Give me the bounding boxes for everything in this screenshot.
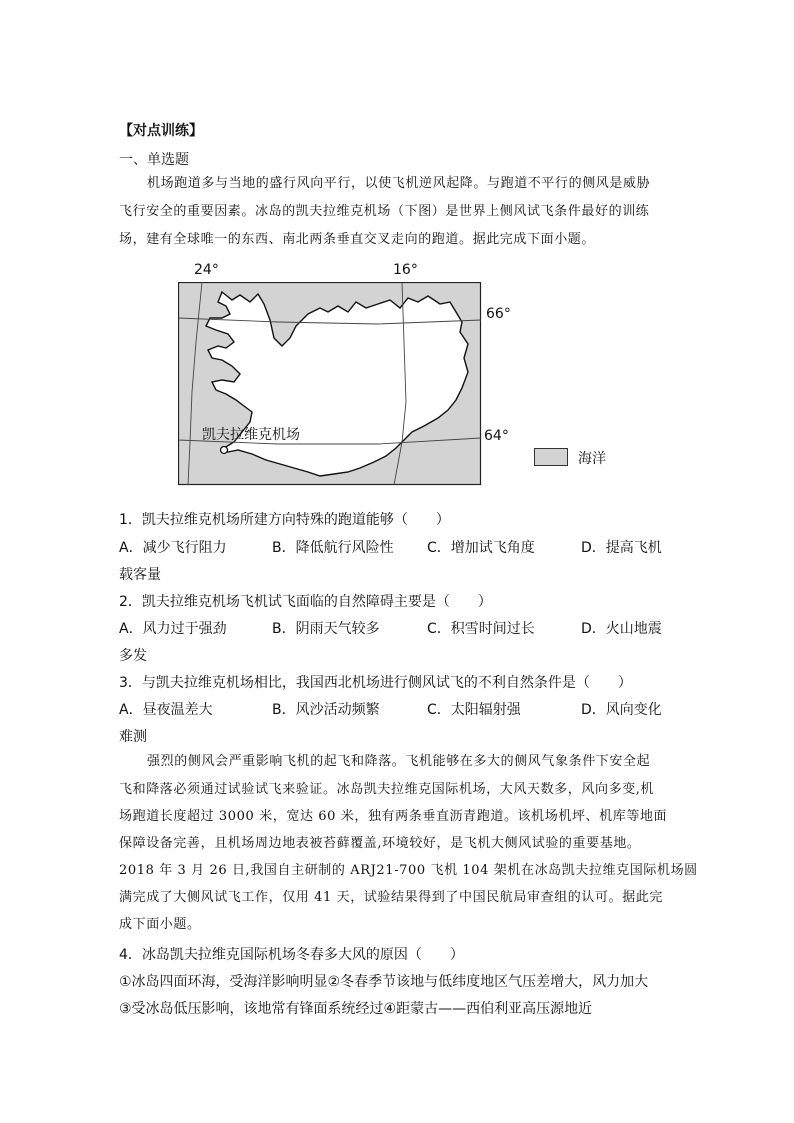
- option-c[interactable]: C．积雪时间过长: [427, 621, 535, 637]
- passage1-line-1: 机场跑道多与当地的盛行风向平行，以使飞机逆风起降。与跑道不平行的侧风是威胁: [147, 176, 651, 191]
- passage1-line-3: 场，建有全球唯一的东西、南北两条垂直交叉走向的跑道。据此完成下面小题。: [119, 232, 596, 247]
- section-subtitle: 一、单选题: [119, 152, 189, 168]
- legend-sea-label: 海洋: [578, 451, 606, 467]
- option-c[interactable]: C．增加试飞角度: [427, 540, 535, 556]
- latitude-label-bottom: 64°: [484, 428, 509, 444]
- option-a[interactable]: A．减少飞行阻力: [119, 540, 227, 556]
- option-d[interactable]: D．风向变化: [581, 702, 662, 718]
- airport-label: 凯夫拉维克机场: [202, 427, 300, 443]
- option-d-continued: 载客量: [119, 567, 161, 583]
- question-stem: 2．凯夫拉维克机场飞机试飞面临的自然障碍主要是（ ）: [119, 594, 492, 610]
- option-a[interactable]: A．风力过于强劲: [119, 621, 227, 637]
- passage2-line-6: 满完成了大侧风试飞工作，仅用 41 天，试验结果得到了中国民航局审查组的认可。据此完: [119, 890, 664, 905]
- passage2-line-7: 成下面小题。: [119, 917, 201, 932]
- option-d[interactable]: D．火山地震: [581, 621, 662, 637]
- question-stem: 1．凯夫拉维克机场所建方向特殊的跑道能够（ ）: [119, 512, 450, 528]
- passage2-line-4: 保障设备完善，且机场周边地表被苔藓覆盖,环境较好，是飞机大侧风试验的重要基地。: [119, 836, 641, 851]
- option-c[interactable]: C．太阳辐射强: [427, 702, 521, 718]
- statement-line-2: ③受冰岛低压影响，该地常有锋面系统经过④距蒙古——西伯利亚高压源地近: [119, 1001, 593, 1017]
- passage1-line-2: 飞行安全的重要因素。冰岛的凯夫拉维克机场（下图）是世界上侧风试飞条件最好的训练: [119, 204, 650, 219]
- question-stem: 4．冰岛凯夫拉维克国际机场冬春多大风的原因（ ）: [119, 947, 464, 963]
- latitude-label-top: 66°: [486, 306, 511, 322]
- option-d-continued: 难测: [119, 729, 147, 745]
- passage2-line-2: 飞和降落必须通过试验试飞来验证。冰岛凯夫拉维克国际机场，大风天数多，风向多变,机: [119, 782, 655, 797]
- legend-sea-swatch: [534, 448, 568, 466]
- airport-marker: [221, 447, 228, 454]
- option-b[interactable]: B．降低航行风险性: [272, 540, 394, 556]
- passage2-line-5: 2018 年 3 月 26 日,我国自主研制的 ARJ21-700 飞机 104 架机在冰岛凯夫拉维克国际机场圆: [119, 863, 698, 878]
- section-title: 【对点训练】: [119, 123, 203, 139]
- statement-line-1: ①冰岛四面环海，受海洋影响明显②冬春季节该地与低纬度地区气压差增大，风力加大: [119, 974, 649, 990]
- option-d-continued: 多发: [119, 648, 147, 664]
- longitude-label-left: 24°: [194, 262, 219, 278]
- question-stem: 3．与凯夫拉维克机场相比，我国西北机场进行侧风试飞的不利自然条件是（ ）: [119, 675, 632, 691]
- passage2-line-3: 场跑道长度超过 3000 米，宽达 60 米，独有两条垂直沥青跑道。该机场机坪、机库等地面: [119, 809, 668, 824]
- option-b[interactable]: B．阴雨天气较多: [272, 621, 380, 637]
- longitude-label-right: 16°: [393, 262, 418, 278]
- option-b[interactable]: B．风沙活动频繁: [272, 702, 380, 718]
- map-frame: [178, 282, 482, 487]
- option-d[interactable]: D．提高飞机: [581, 540, 662, 556]
- option-a[interactable]: A．昼夜温差大: [119, 702, 213, 718]
- passage2-line-1: 强烈的侧风会严重影响飞机的起飞和降落。飞机能够在多大的侧风气象条件下安全起: [147, 754, 651, 769]
